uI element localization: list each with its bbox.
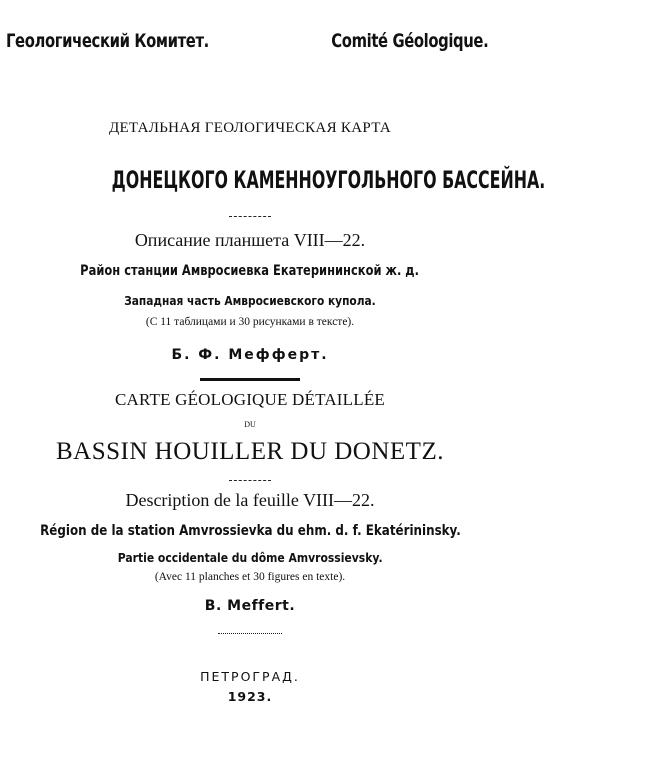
divider: [200, 378, 300, 381]
fr-du: DU: [244, 420, 256, 429]
divider: [218, 633, 282, 634]
fr-extras: (Avec 11 planches et 30 figures en texte).: [154, 571, 346, 583]
header-left: Геологический Комитет.: [6, 30, 209, 52]
divider: [229, 480, 271, 481]
fr-author: B. Meffert.: [204, 598, 296, 614]
ru-title-wrap: [0, 166, 546, 194]
ru-region-wrap: [0, 260, 500, 279]
ru-extras: (С 11 таблицами и 30 рисунками в тексте).: [145, 316, 355, 328]
ru-part: Западная часть Амвросиевского купола.: [124, 293, 376, 308]
fr-sheet: Description de la feuille VIII—22.: [125, 490, 375, 510]
divider: [229, 216, 271, 217]
imprint-year: 1923.: [227, 689, 273, 704]
fr-series: CARTE GÉOLOGIQUE DÉTAILLÉE: [114, 390, 386, 409]
ru-region: Район станции Амвросиевка Екатерининской ж. д.: [80, 263, 420, 279]
fr-region: Région de la station Amvrossievka du ehm. d. f. Ekatérininsky.: [39, 523, 461, 539]
imprint-city: ПЕТРОГРАД.: [200, 669, 300, 684]
ru-title: ДОНЕЦКОГО КАМЕННОУГОЛЬНОГО БАССЕЙНА.: [111, 166, 546, 194]
ru-sheet: Описание планшета VIII—22.: [134, 230, 366, 250]
ru-part-wrap: [0, 290, 500, 309]
fr-region-wrap: [0, 520, 500, 539]
header-right: Comité Géologique.: [330, 30, 488, 52]
fr-title: BASSIN HOUILLER DU DONETZ.: [56, 438, 444, 465]
ru-series: ДЕТАЛЬНАЯ ГЕОЛОГИЧЕСКАЯ КАРТА: [108, 120, 392, 136]
ru-author: Б. Ф. Мефферт.: [171, 347, 329, 363]
fr-part: Partie occidentale du dôme Amvrossievsky.: [117, 551, 383, 565]
fr-part-wrap: [0, 547, 500, 566]
